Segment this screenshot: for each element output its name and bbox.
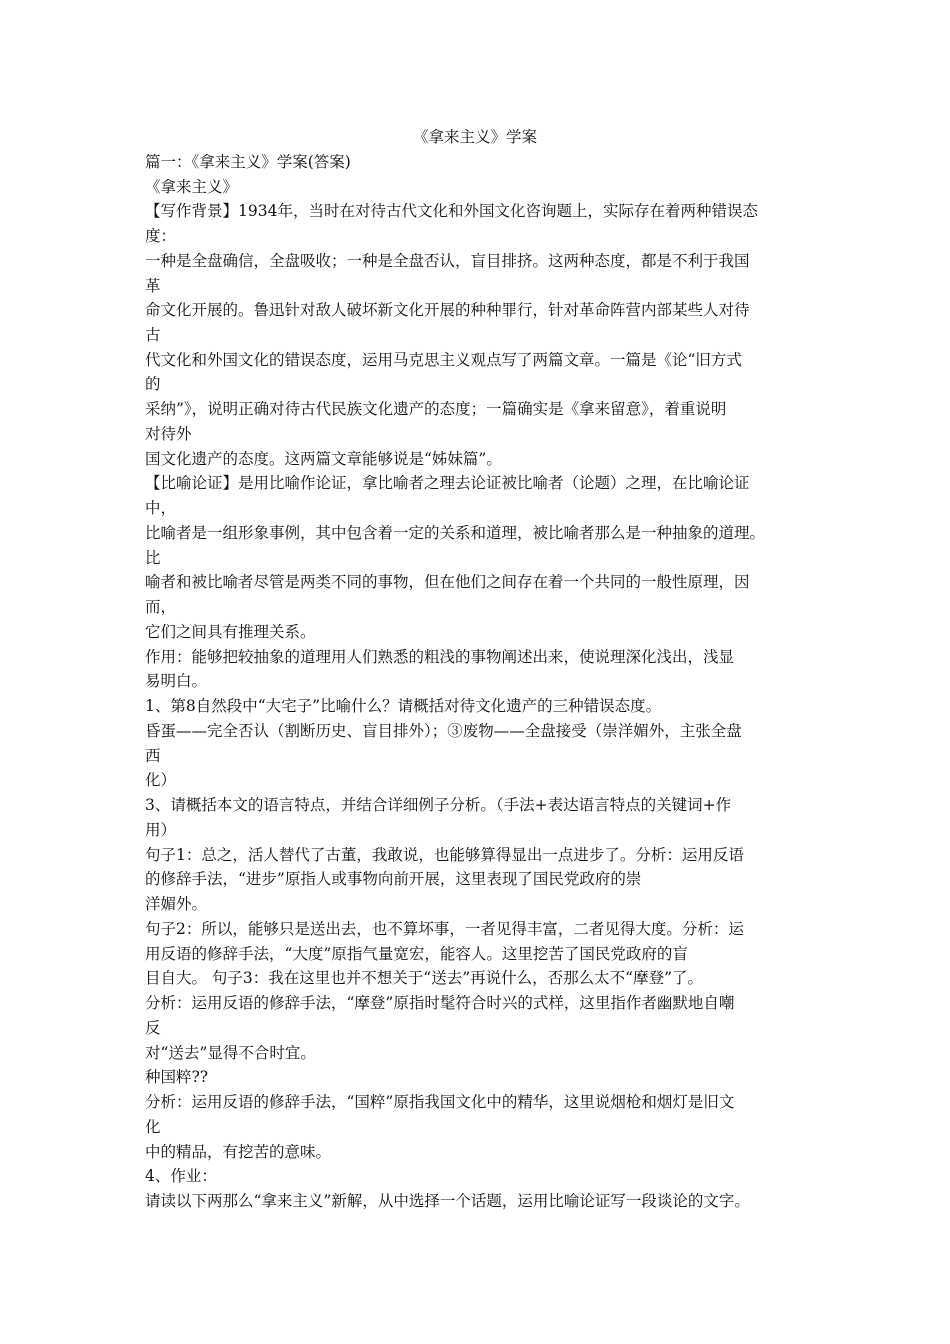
text-line: 篇一：《拿来主义》学案(答案) — [145, 153, 351, 171]
text-line: 用） — [145, 821, 177, 839]
text-line: 昏蛋——完全否认（割断历史、盲目排外）；③废物——全盘接受（崇洋媚外，主张全盘 — [145, 722, 742, 740]
text-line: 古 — [145, 326, 161, 344]
text-line: 的修辞手法，“进步”原指人或事物向前开展，这里表现了国民党政府的崇 — [145, 870, 642, 888]
text-line: 命文化开展的。鲁迅针对敌人破坏新文化开展的种种罪行，针对革命阵营内部某些人对待 — [145, 301, 750, 319]
text-line: 作用：能够把较抽象的道理用人们熟悉的粗浅的事物阐述出来，使说理深化浅出，浅显 — [145, 648, 735, 666]
text-line: 种国粹?? — [145, 1068, 209, 1086]
text-line: 请读以下两那么“拿来主义”新解，从中选择一个话题，运用比喻论证写一段谈论的文字。 — [145, 1192, 750, 1210]
text-line: 句子2：所以，能够只是送出去，也不算坏事，一者见得丰富，二者见得大度。分析：运 — [145, 920, 744, 938]
text-line: 化 — [145, 1118, 161, 1136]
text-line: 国文化遗产的态度。这两篇文章能够说是“姊妹篇”。 — [145, 450, 502, 468]
text-line: 1、第8自然段中“大宅子”比喻什么？请概括对待文化遗产的三种错误态度。 — [145, 697, 662, 715]
text-line: 喻者和被比喻者尽管是两类不同的事物，但在他们之间存在着一个共同的一般性原理，因 — [145, 573, 750, 591]
text-line: 而， — [145, 598, 177, 616]
text-line: 分析：运用反语的修辞手法，“摩登”原指时髦符合时兴的式样，这里指作者幽默地自嘲 — [145, 994, 735, 1012]
text-line: 度： — [145, 227, 177, 245]
text-line: 比 — [145, 549, 161, 567]
text-line: 4、作业： — [145, 1167, 217, 1185]
text-line: 比喻者是一组形象事例，其中包含着一定的关系和道理，被比喻者那么是一种抽象的道理。 — [145, 524, 766, 542]
text-line: 反 — [145, 1019, 161, 1037]
text-line: 3、请概括本文的语言特点，并结合详细例子分析。（手法+表达语言特点的关键词+作 — [145, 796, 732, 814]
text-line: 采纳”》，说明正确对待古代民族文化遗产的态度；一篇确实是《拿来留意》，着重说明 — [145, 400, 727, 418]
text-line: 洋媚外。 — [145, 895, 208, 913]
text-line: 易明白。 — [145, 672, 208, 690]
text-line: 革 — [145, 277, 161, 295]
text-line: 目自大。 句子3：我在这里也并不想关于“送去”再说什么，否那么太不“摩登”了。 — [145, 969, 703, 987]
text-line: 的 — [145, 375, 161, 393]
text-line: 中的精品，有挖苦的意味。 — [145, 1143, 332, 1161]
text-line: 化） — [145, 771, 177, 789]
text-line: 它们之间具有推理关系。 — [145, 623, 316, 641]
text-line: 对“送去”显得不合时宜。 — [145, 1044, 316, 1062]
text-line: 《拿来主义》 — [145, 178, 239, 196]
text-line: 西 — [145, 747, 161, 765]
text-line: 代文化和外国文化的错误态度，运用马克思主义观点写了两篇文章。一篇是《论“旧方式 — [145, 351, 742, 369]
text-line: 【比喻论证】是用比喻作论证，拿比喻者之理去论证被比喻者（论题）之理，在比喻论证 — [145, 474, 750, 492]
text-line: 【写作背景】1934年，当时在对待古代文化和外国文化咨询题上，实际存在着两种错误态 — [145, 202, 758, 220]
text-line: 用反语的修辞手法，“大度”原指气量宽宏，能容人。这里挖苦了国民党政府的盲 — [145, 945, 688, 963]
text-line: 句子1：总之，活人替代了古董，我敢说，也能够算得显出一点进步了。分析：运用反语 — [145, 846, 744, 864]
text-line: 对待外 — [145, 425, 192, 443]
text-line: 中， — [145, 499, 177, 517]
text-line: 分析：运用反语的修辞手法，“国粹”原指我国文化中的精华，这里说烟枪和烟灯是旧文 — [145, 1093, 735, 1111]
text-line: 一种是全盘确信，全盘吸收；一种是全盘否认，盲目排挤。这两种态度，都是不利于我国 — [145, 252, 750, 270]
document-title: 《拿来主义》学案 — [412, 128, 537, 146]
